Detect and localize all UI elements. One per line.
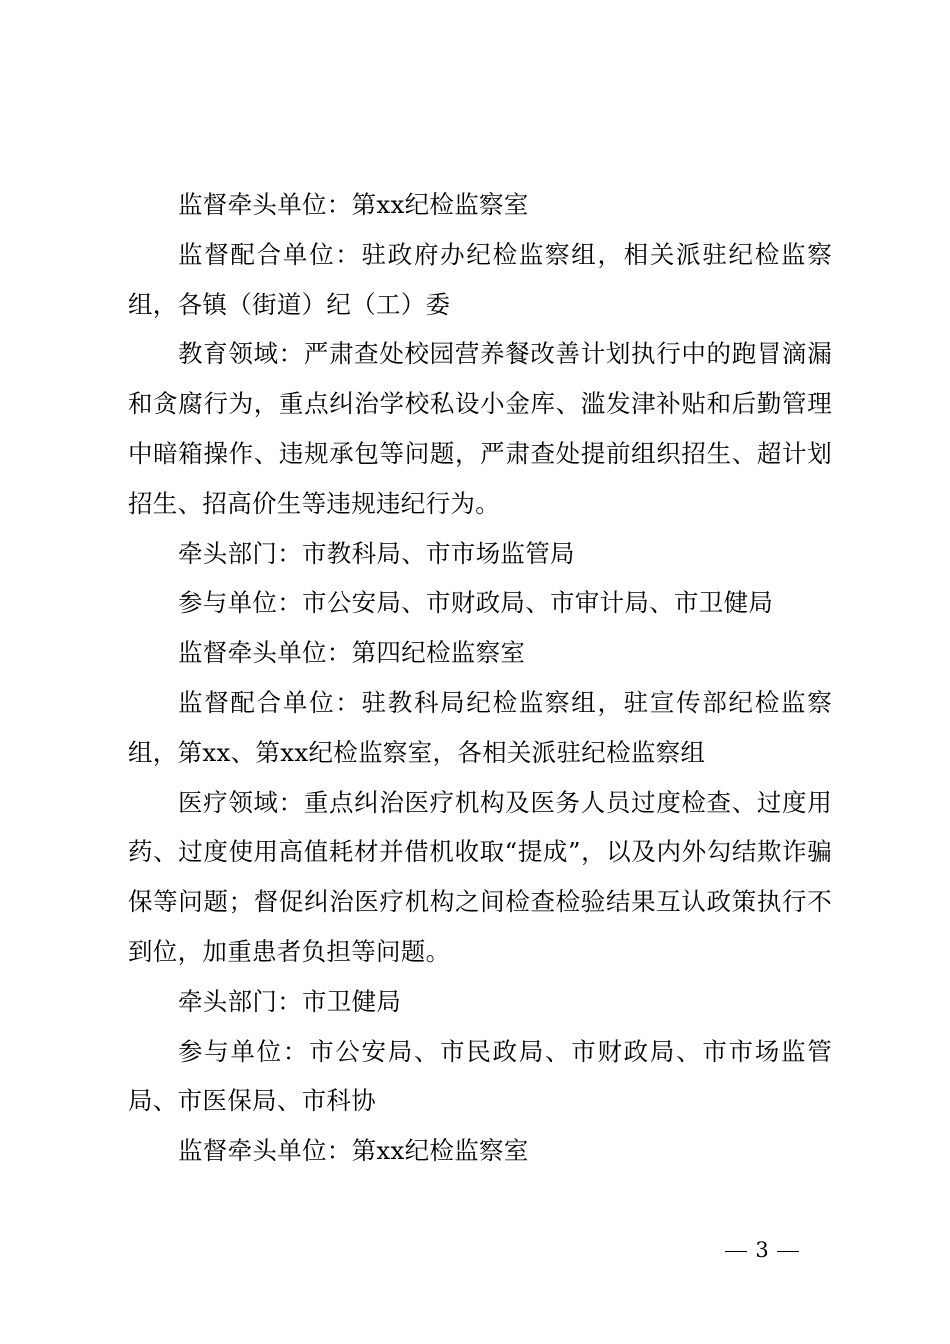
dash-right <box>777 1251 799 1253</box>
dash-left <box>725 1251 747 1253</box>
paragraph-supervision-lead-3: 监督牵头单位：第xx纪检监察室 <box>178 1136 529 1166</box>
page-footer <box>712 1234 812 1266</box>
paragraph-medical-field: 医疗领域：重点纠治医疗机构及医务人员过度检查、过度用药、过度使用高值耗材并借机收取“提成”，以及内外勾结欺诈骗保等问题；督促纠治医疗机构之间检查检验结果互认政策执行不到位，加重患者负担等问题。 <box>128 787 832 966</box>
paragraph-lead-department-2: 牵头部门：市卫健局 <box>178 986 402 1016</box>
paragraph-education-field: 教育领域：严肃查处校园营养餐改善计划执行中的跑冒滴漏和贪腐行为，重点纠治学校私设小金库、滥发津补贴和后勤管理中暗箱操作、违规承包等问题，严肃查处提前组织招生、超计划招生、招高价生等违规违纪行为。 <box>128 339 832 518</box>
paragraph-supervision-support-1: 监督配合单位：驻政府办纪检监察组，相关派驻纪检监察组，各镇（街道）纪（工）委 <box>128 239 832 319</box>
paragraph-participating-units-1: 参与单位：市公安局、市财政局、市审计局、市卫健局 <box>178 588 774 618</box>
paragraph-participating-units-2: 参与单位：市公安局、市民政局、市财政局、市市场监管局、市医保局、市科协 <box>128 1036 832 1116</box>
paragraph-supervision-support-2: 监督配合单位：驻教科局纪检监察组，驻宣传部纪检监察组，第xx、第xx纪检监察室，各相关派驻纪检监察组 <box>128 687 832 767</box>
paragraph-lead-department-1: 牵头部门：市教科局、市市场监管局 <box>178 538 575 568</box>
paragraph-supervision-lead-1: 监督牵头单位：第xx纪检监察室 <box>178 190 529 219</box>
document-body <box>128 180 832 1176</box>
page-number: 3 <box>755 1238 769 1262</box>
paragraph-supervision-lead-2: 监督牵头单位：第四纪检监察室 <box>178 638 526 668</box>
